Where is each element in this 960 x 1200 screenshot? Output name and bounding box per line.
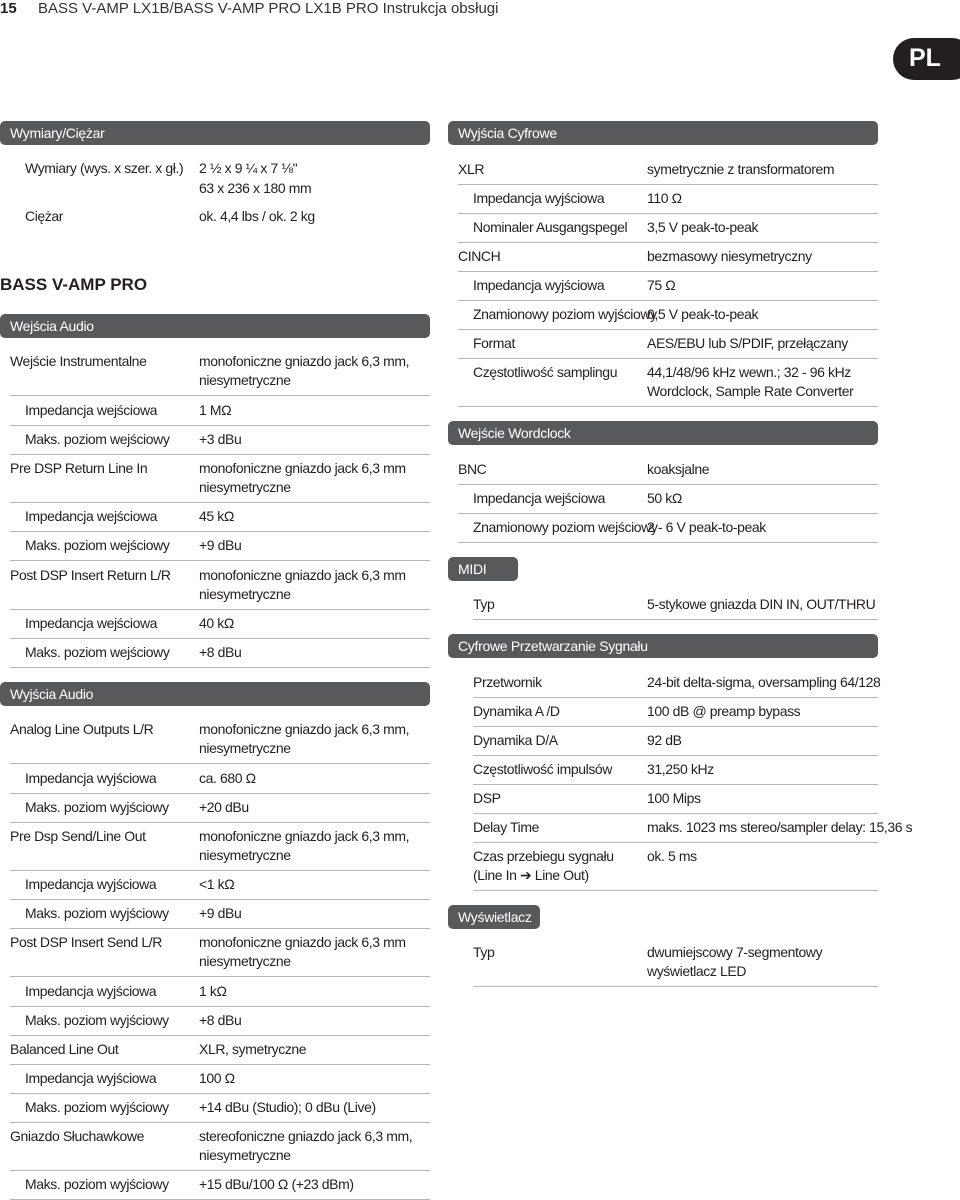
spec-label: Balanced Line Out — [10, 1041, 119, 1057]
row-divider — [458, 329, 878, 330]
spec-value: 100 Ω — [199, 1070, 235, 1086]
spec-value: 44,1/48/96 kHz wewn.; 32 - 96 kHz — [647, 364, 851, 380]
section-bar-digital-outputs: Wyjścia Cyfrowe — [448, 121, 878, 145]
spec-value: 2 - 6 V peak-to-peak — [647, 519, 766, 535]
row-divider — [473, 890, 878, 891]
dims-value-inches: 2 ½ x 9 ¼ x 7 ⅛" — [199, 160, 298, 176]
row-divider — [10, 1122, 430, 1123]
spec-value-line2: Wordclock, Sample Rate Converter — [647, 383, 854, 399]
spec-label: BNC — [458, 461, 487, 477]
language-tab — [893, 38, 960, 80]
spec-value: monofoniczne gniazdo jack 6,3 mm, — [199, 721, 410, 737]
document-title: BASS V-AMP LX1B/BASS V-AMP PRO LX1B PRO Instrukcja obsługi — [38, 0, 499, 17]
spec-label: Maks. poziom wyjściowy — [25, 1176, 169, 1192]
spec-label: Częstotliwość impulsów — [473, 761, 613, 777]
spec-value-line2: niesymetryczne — [199, 953, 291, 969]
page-number: 15 — [0, 0, 17, 17]
spec-value: ca. 680 Ω — [199, 770, 256, 786]
spec-value: 5-stykowe gniazda DIN IN, OUT/THRU — [647, 596, 876, 612]
section-bar-display: Wyświetlacz — [448, 905, 540, 929]
row-divider — [473, 726, 878, 727]
spec-label: Dynamika D/A — [473, 732, 558, 748]
spec-value: 1 kΩ — [199, 983, 227, 999]
row-divider — [473, 986, 878, 987]
spec-label: Typ — [473, 944, 495, 960]
spec-value: 110 Ω — [647, 190, 682, 206]
spec-value: 1 MΩ — [199, 402, 232, 418]
spec-value: symetrycznie z transformatorem — [647, 161, 835, 177]
spec-label: Maks. poziom wejściowy — [25, 537, 170, 553]
row-divider — [10, 502, 430, 503]
spec-label: Maks. poziom wyjściowy — [25, 1099, 169, 1115]
weight-label: Ciężar — [25, 208, 64, 224]
spec-value: 92 dB — [647, 732, 682, 748]
spec-label: Maks. poziom wejściowy — [25, 431, 170, 447]
row-divider — [458, 213, 878, 214]
spec-value: monofoniczne gniazdo jack 6,3 mm, — [199, 828, 410, 844]
spec-label: XLR — [458, 161, 485, 177]
spec-value-line2: niesymetryczne — [199, 847, 291, 863]
spec-value: monofoniczne gniazdo jack 6,3 mm, — [199, 353, 410, 369]
row-divider — [10, 425, 430, 426]
spec-value: +3 dBu — [199, 431, 242, 447]
row-divider — [473, 755, 878, 756]
weight-value: ok. 4,4 lbs / ok. 2 kg — [199, 208, 315, 224]
row-divider — [473, 697, 878, 698]
row-divider — [458, 513, 878, 514]
spec-value: dwumiejscowy 7-segmentowy — [647, 944, 823, 960]
row-divider — [10, 928, 430, 929]
row-divider — [10, 454, 430, 455]
spec-value: 100 Mips — [647, 790, 701, 806]
section-title-pro: BASS V-AMP PRO — [0, 275, 148, 294]
spec-value-line2: niesymetryczne — [199, 372, 291, 388]
section-bar-wordclock: Wejście Wordclock — [448, 421, 878, 445]
row-divider — [10, 609, 430, 610]
row-divider — [10, 763, 430, 764]
spec-value: 24-bit delta-sigma, oversampling 64/128 — [647, 674, 881, 690]
row-divider — [473, 813, 878, 814]
spec-label: Maks. poziom wejściowy — [25, 644, 170, 660]
spec-value: +8 dBu — [199, 644, 242, 660]
dims-label: Wymiary (wys. x szer. x gł.) — [25, 160, 184, 176]
spec-value: monofoniczne gniazdo jack 6,3 mm — [199, 934, 406, 950]
spec-value: monofoniczne gniazdo jack 6,3 mm — [199, 460, 406, 476]
page-header — [0, 0, 960, 18]
spec-value: stereofoniczne gniazdo jack 6,3 mm, — [199, 1128, 413, 1144]
spec-value-line2: niesymetryczne — [199, 1147, 291, 1163]
row-divider — [473, 784, 878, 785]
spec-value-line2: niesymetryczne — [199, 586, 291, 602]
spec-label: Pre DSP Return Line In — [10, 460, 148, 476]
spec-value: +20 dBu — [199, 799, 249, 815]
row-divider — [10, 1093, 430, 1094]
row-divider — [10, 976, 430, 977]
row-divider — [458, 358, 878, 359]
row-divider — [10, 638, 430, 639]
row-divider — [458, 242, 878, 243]
spec-label: Format — [473, 335, 515, 351]
spec-label: Przetwornik — [473, 674, 542, 690]
row-divider — [10, 667, 430, 668]
spec-value: <1 kΩ — [199, 876, 235, 892]
row-divider — [10, 793, 430, 794]
spec-label: Impedancja wyjściowa — [25, 770, 157, 786]
spec-label: Maks. poziom wyjściowy — [25, 905, 169, 921]
row-divider — [10, 870, 430, 871]
section-bar-audio-inputs: Wejścia Audio — [0, 314, 430, 338]
row-divider — [10, 1170, 430, 1171]
spec-label: Impedancja wejściowa — [25, 402, 158, 418]
spec-label: Delay Time — [473, 819, 540, 835]
spec-label: Znamionowy poziom wejściowy — [473, 519, 658, 535]
row-divider — [10, 560, 430, 561]
spec-value: XLR, symetryczne — [199, 1041, 307, 1057]
spec-label: Impedancja wyjściowa — [473, 277, 605, 293]
row-divider — [473, 619, 878, 620]
spec-label: Pre Dsp Send/Line Out — [10, 828, 146, 844]
spec-value: ok. 5 ms — [647, 848, 697, 864]
row-divider — [10, 531, 430, 532]
spec-label: Post DSP Insert Send L/R — [10, 934, 163, 950]
spec-value: 3,5 V peak-to-peak — [647, 219, 759, 235]
language-tab-label: PL — [909, 44, 941, 72]
row-divider — [458, 184, 878, 185]
spec-label: Nominaler Ausgangspegel — [473, 219, 628, 235]
spec-label: Impedancja wyjściowa — [25, 1070, 157, 1086]
section-bar-audio-outputs: Wyjścia Audio — [0, 682, 430, 706]
spec-value-line2: wyświetlacz LED — [647, 963, 747, 979]
spec-label-line2: (Line In ➔ Line Out) — [473, 867, 589, 883]
row-divider — [10, 1064, 430, 1065]
spec-label: Impedancja wejściowa — [25, 508, 158, 524]
spec-value: 100 dB @ preamp bypass — [647, 703, 801, 719]
spec-label: Znamionowy poziom wyjściowy — [473, 306, 657, 322]
row-divider — [458, 484, 878, 485]
spec-value-line2: niesymetryczne — [199, 740, 291, 756]
spec-label: Impedancja wejściowa — [473, 490, 606, 506]
spec-value: +9 dBu — [199, 537, 242, 553]
spec-value: 0,5 V peak-to-peak — [647, 306, 759, 322]
row-divider — [10, 822, 430, 823]
dims-value-mm: 63 x 236 x 180 mm — [199, 180, 312, 196]
spec-label: Impedancja wyjściowa — [473, 190, 605, 206]
row-divider — [458, 406, 878, 407]
row-divider — [473, 842, 878, 843]
spec-value: +9 dBu — [199, 905, 242, 921]
spec-label: Dynamika A /D — [473, 703, 560, 719]
spec-label: DSP — [473, 790, 501, 806]
spec-label: CINCH — [458, 248, 501, 264]
row-divider — [10, 395, 430, 396]
spec-label: Maks. poziom wyjściowy — [25, 1012, 169, 1028]
row-divider — [458, 542, 878, 543]
spec-value: koaksjalne — [647, 461, 710, 477]
spec-value-line2: niesymetryczne — [199, 479, 291, 495]
section-bar-midi: MIDI — [448, 557, 518, 581]
spec-value: +14 dBu (Studio); 0 dBu (Live) — [199, 1099, 376, 1115]
spec-label: Maks. poziom wyjściowy — [25, 799, 169, 815]
spec-label: Impedancja wyjściowa — [25, 876, 157, 892]
spec-label: Impedancja wejściowa — [25, 615, 158, 631]
row-divider — [458, 300, 878, 301]
spec-value: 31,250 kHz — [647, 761, 714, 777]
spec-value: 45 kΩ — [199, 508, 234, 524]
spec-label: Impedancja wyjściowa — [25, 983, 157, 999]
section-bar-dsp: Cyfrowe Przetwarzanie Sygnału — [448, 634, 878, 658]
section-bar-dimensions: Wymiary/Ciężar — [0, 121, 430, 145]
spec-value: AES/EBU lub S/PDIF, przełączany — [647, 335, 848, 351]
spec-label: Analog Line Outputs L/R — [10, 721, 154, 737]
spec-value: +15 dBu/100 Ω (+23 dBm) — [199, 1176, 354, 1192]
spec-label: Wejście Instrumentalne — [10, 353, 147, 369]
spec-label: Post DSP Insert Return L/R — [10, 567, 171, 583]
row-divider — [10, 1006, 430, 1007]
spec-value: maks. 1023 ms stereo/sampler delay: 15,36 s — [647, 819, 913, 835]
spec-value: +8 dBu — [199, 1012, 242, 1028]
spec-label: Typ — [473, 596, 495, 612]
spec-label: Częstotliwość samplingu — [473, 364, 618, 380]
row-divider — [458, 271, 878, 272]
row-divider — [10, 1035, 430, 1036]
row-divider — [10, 899, 430, 900]
spec-label: Gniazdo Słuchawkowe — [10, 1128, 145, 1144]
spec-value: bezmasowy niesymetryczny — [647, 248, 812, 264]
spec-value: 75 Ω — [647, 277, 676, 293]
spec-value: 40 kΩ — [199, 615, 234, 631]
spec-label: Czas przebiegu sygnału — [473, 848, 614, 864]
spec-value: 50 kΩ — [647, 490, 682, 506]
spec-value: monofoniczne gniazdo jack 6,3 mm — [199, 567, 406, 583]
